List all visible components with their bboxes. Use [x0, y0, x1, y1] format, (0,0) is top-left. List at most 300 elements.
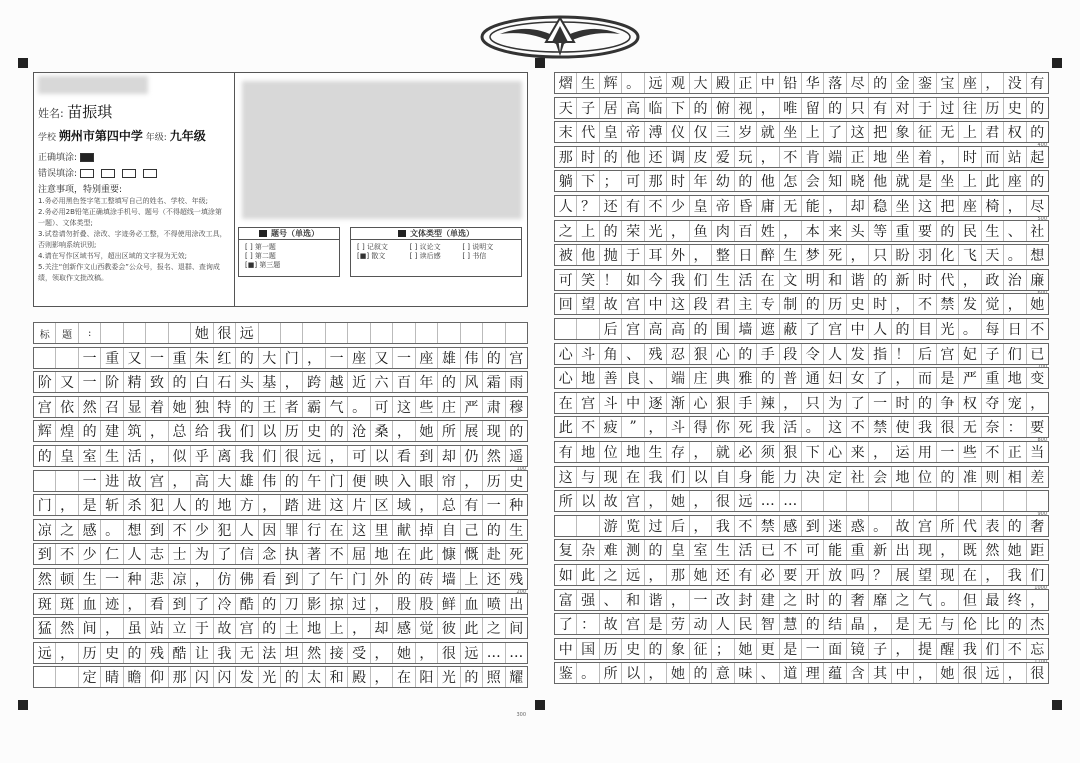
grid-cell: 还	[712, 565, 734, 585]
grid-cell: 坐	[780, 122, 802, 142]
grid-cell: 瞻	[124, 667, 146, 687]
grid-cell: 可	[371, 397, 393, 417]
grid-cell: …	[483, 643, 505, 663]
school-label: 学校	[38, 133, 57, 143]
grid-cell: 外	[371, 569, 393, 589]
grid-cell: 观	[667, 73, 689, 93]
grid-cell: 还	[483, 569, 505, 589]
question-option[interactable]: [■] 第三题	[245, 261, 281, 269]
grid-cell: 还	[600, 196, 622, 216]
grid-cell: 不	[56, 544, 78, 564]
grid-cell: 看	[393, 446, 415, 466]
grid-cell: ，	[259, 495, 281, 515]
grid-cell: 着	[146, 397, 168, 417]
grid-cell: 的	[259, 594, 281, 614]
grid-cell: 些	[959, 442, 981, 462]
grid-cell: 域	[393, 495, 415, 515]
grid-cell: 伟	[259, 471, 281, 491]
grid-cell: 史	[622, 639, 644, 659]
grid-cell: 慨	[461, 544, 483, 564]
grid-cell: 差	[1030, 469, 1045, 486]
grid-cell: 们	[236, 421, 258, 441]
grid-cell: 献	[393, 520, 415, 540]
grid-cell: 宝	[937, 73, 959, 93]
grid-cell: 到	[281, 569, 303, 589]
grid-cell: 奢	[847, 590, 869, 610]
essay-grid-row	[554, 613, 1049, 635]
grid-cell: 的	[690, 98, 712, 118]
essay-grid-left	[33, 322, 526, 718]
grid-cell: 宫	[622, 319, 644, 339]
grid-cell: 宫	[34, 397, 56, 417]
grid-cell: 然	[483, 446, 505, 466]
grid-cell: 后	[914, 344, 936, 364]
grid-cell: 子	[577, 98, 599, 118]
grid-cell: 我	[1004, 565, 1026, 585]
grid-cell: 为	[824, 393, 846, 413]
grid-cell: 人	[236, 520, 258, 540]
grid-cell	[56, 667, 78, 687]
grid-cell: 蔽	[780, 319, 802, 339]
grid-cell: 能	[802, 196, 824, 216]
grid-cell: 斗	[577, 344, 599, 364]
grid-cell: 所	[600, 663, 622, 683]
grid-cell: 殿	[712, 73, 734, 93]
grid-cell: 代	[937, 270, 959, 290]
grid-cell: 可	[622, 171, 644, 191]
word-count-marker: 200	[516, 589, 526, 595]
grid-cell	[959, 491, 981, 511]
grid-cell: 天	[982, 245, 1004, 265]
grid-cell: 们	[667, 467, 689, 487]
grid-cell: 的	[259, 618, 281, 638]
grid-cell: 阶	[34, 372, 56, 392]
grid-cell: 的	[79, 421, 101, 441]
grid-cell: 踏	[281, 495, 303, 515]
grid-cell: 他	[869, 171, 891, 191]
grid-cell: ！	[892, 344, 914, 364]
word-count-marker: 600	[1037, 289, 1047, 296]
grid-cell: 殿	[348, 667, 370, 687]
grid-cell: 有	[1030, 76, 1045, 92]
grid-cell: 独	[191, 397, 213, 417]
grid-cell: 生	[79, 569, 101, 589]
grid-cell: 复	[555, 540, 577, 560]
grid-cell: 凉	[169, 569, 191, 589]
grid-cell: 发	[847, 344, 869, 364]
grid-cell: 我	[914, 417, 936, 437]
grid-cell: 的	[281, 471, 303, 491]
grid-cell: 爱	[712, 147, 734, 167]
grid-cell: 测	[622, 540, 644, 560]
grid-cell: 是	[937, 368, 959, 388]
grid-cell: 他	[757, 171, 779, 191]
grid-cell: 头	[236, 372, 258, 392]
grid-cell: 一	[326, 348, 348, 368]
grid-cell: 后	[667, 516, 689, 536]
grid-cell: 尽	[847, 73, 869, 93]
grid-cell: 离	[214, 446, 236, 466]
grid-cell: 而	[914, 368, 936, 388]
grid-cell: 位	[914, 467, 936, 487]
grid-cell: ，	[1004, 196, 1026, 216]
grid-cell: 的	[892, 319, 914, 339]
grid-cell: 要	[914, 221, 936, 241]
grid-cell: 心	[555, 368, 577, 388]
grid-cell: 时	[802, 590, 824, 610]
grid-cell: 日	[1004, 319, 1026, 339]
grid-cell	[577, 516, 599, 536]
grid-cell: 无	[780, 196, 802, 216]
grid-cell: 游	[600, 516, 622, 536]
grid-cell: 总	[169, 421, 191, 441]
grid-cell: 不	[914, 294, 936, 314]
grid-cell: 不	[1030, 322, 1045, 338]
grid-cell: 在	[757, 270, 779, 290]
grid-cell: 门	[348, 569, 370, 589]
grid-cell: 帝	[622, 122, 644, 142]
grid-cell: 醒	[937, 639, 959, 659]
grid-cell	[577, 319, 599, 339]
grid-cell: 帘	[438, 471, 460, 491]
question-option[interactable]: [ ] 第一题	[245, 243, 276, 251]
grid-cell: ，	[690, 516, 712, 536]
essay-title-label-char: 题	[56, 323, 78, 343]
grid-cell: 她	[416, 421, 438, 441]
grid-cell: 地	[371, 544, 393, 564]
grid-cell: 变	[1030, 371, 1045, 388]
grid-cell: ，	[416, 495, 438, 515]
grid-cell: 重	[169, 348, 191, 368]
grid-cell: 无	[236, 643, 258, 663]
grid-cell: 政	[982, 270, 1004, 290]
grid-cell: 的	[802, 294, 824, 314]
grid-cell: 妃	[959, 344, 981, 364]
grid-cell: ：	[577, 614, 599, 634]
grid-cell	[146, 323, 168, 343]
grid-cell: 故	[214, 618, 236, 638]
grid-cell: 阶	[101, 372, 123, 392]
grid-cell: 种	[509, 498, 524, 515]
grid-cell: 的	[461, 667, 483, 687]
grid-cell: 肃	[483, 397, 505, 417]
grid-cell: 人	[869, 319, 891, 339]
grid-cell: 顿	[56, 569, 78, 589]
grid-cell: 被	[555, 245, 577, 265]
grid-cell: 民	[735, 614, 757, 634]
grid-cell: 段	[780, 344, 802, 364]
grid-cell: 回	[555, 294, 577, 314]
grid-cell: 闪	[191, 667, 213, 687]
grid-cell: 蕴	[824, 663, 846, 683]
grid-cell: 站	[1004, 147, 1026, 167]
grid-cell	[1004, 491, 1026, 511]
grid-cell: 女	[847, 368, 869, 388]
grid-cell: 不	[577, 417, 599, 437]
school-emblem-logo	[480, 12, 640, 62]
grid-cell: 时	[667, 171, 689, 191]
grid-cell: 理	[802, 663, 824, 683]
grid-cell: 出	[509, 596, 524, 613]
grid-cell: ，	[303, 348, 325, 368]
grid-cell	[555, 319, 577, 339]
half-box-icon	[122, 169, 136, 178]
grid-cell: 惑	[847, 516, 869, 536]
grid-cell: 是	[645, 614, 667, 634]
grid-cell: 召	[101, 397, 123, 417]
grid-cell: 坐	[937, 171, 959, 191]
grid-cell: 不	[780, 540, 802, 560]
grid-cell: 镜	[847, 639, 869, 659]
grid-cell: 不	[326, 544, 348, 564]
grid-cell: 死	[824, 245, 846, 265]
grid-cell: 这	[348, 520, 370, 540]
school-row	[38, 127, 206, 144]
grid-cell: 酷	[169, 643, 191, 663]
grid-cell: 宫	[577, 393, 599, 413]
grid-cell: 使	[892, 417, 914, 437]
grid-cell: 到	[416, 446, 438, 466]
question-option[interactable]: [ ] 第二题	[245, 252, 276, 260]
grid-cell: 太	[303, 667, 325, 687]
grid-cell: 虽	[124, 618, 146, 638]
grid-cell: 墙	[735, 319, 757, 339]
grid-cell: 百	[393, 372, 415, 392]
registration-marker	[18, 700, 28, 710]
grid-cell: 穆	[509, 399, 524, 416]
grid-cell	[259, 323, 281, 343]
grid-cell: 便	[348, 471, 370, 491]
grid-cell: 迹	[101, 594, 123, 614]
grid-cell: 的	[824, 98, 846, 118]
grid-cell: 的	[34, 446, 56, 466]
grid-cell: 之	[780, 590, 802, 610]
grid-cell: 有	[735, 565, 757, 585]
grid-cell: 展	[461, 421, 483, 441]
grid-cell: 化	[937, 245, 959, 265]
grid-cell: 我	[236, 446, 258, 466]
essay-grid-row	[554, 97, 1049, 119]
grid-cell: 活	[780, 417, 802, 437]
grid-cell: 了	[555, 614, 577, 634]
grid-cell: 华	[802, 73, 824, 93]
grid-cell: 红	[214, 348, 236, 368]
type-option[interactable]: [ ] 记叙文	[357, 243, 388, 251]
grid-cell: 宠	[1004, 393, 1026, 413]
grid-cell: 大	[690, 73, 712, 93]
grid-cell: 知	[824, 171, 846, 191]
grid-cell: 股	[393, 594, 415, 614]
grid-cell: 荣	[622, 221, 644, 241]
grid-cell: 狠	[712, 393, 734, 413]
grid-cell: 她	[667, 491, 689, 511]
grid-cell: ，	[101, 618, 123, 638]
grid-cell: 会	[869, 467, 891, 487]
grid-cell: 仍	[461, 446, 483, 466]
grid-cell: 大	[259, 348, 281, 368]
grid-cell: 因	[259, 520, 281, 540]
grid-cell: 椅	[982, 196, 1004, 216]
grid-cell: 以	[690, 467, 712, 487]
grid-cell: 她	[735, 639, 757, 659]
grid-cell: 历	[982, 98, 1004, 118]
wrong-fill-label: 错误填涂:	[38, 169, 78, 179]
grid-cell: 感	[780, 516, 802, 536]
grid-cell: ，	[690, 442, 712, 462]
grid-cell: 历	[281, 421, 303, 441]
grid-cell: 君	[982, 122, 1004, 142]
grid-cell: 很	[281, 446, 303, 466]
type-option[interactable]: [ ] 议论文	[409, 243, 441, 251]
grid-cell: 其	[869, 663, 891, 683]
grid-cell: 子	[869, 639, 891, 659]
grid-cell: ，	[146, 421, 168, 441]
grid-cell: 间	[509, 621, 524, 638]
grid-cell: 就	[892, 171, 914, 191]
name-label: 姓名:	[38, 107, 64, 120]
grid-cell: …	[780, 491, 802, 511]
grid-cell: 肉	[712, 221, 734, 241]
grid-cell: 我	[645, 467, 667, 487]
grid-cell: 地	[1004, 368, 1026, 388]
grid-cell: 史	[509, 473, 524, 490]
grid-cell: 是	[914, 171, 936, 191]
grid-cell: 筑	[124, 421, 146, 441]
grid-cell: 决	[802, 467, 824, 487]
grid-cell: 的	[326, 421, 348, 441]
grid-cell: 的	[735, 344, 757, 364]
grid-cell: 刀	[281, 594, 303, 614]
grid-cell: 。	[937, 590, 959, 610]
grid-cell: 只	[802, 393, 824, 413]
grid-cell: 不	[982, 442, 1004, 462]
grid-cell: 入	[393, 471, 415, 491]
grid-cell: 杂	[577, 540, 599, 560]
grid-cell: 映	[371, 471, 393, 491]
grid-cell: ，	[169, 471, 191, 491]
grid-cell: 中	[645, 294, 667, 314]
text-type-select-box	[350, 227, 522, 277]
grid-cell: 宫	[824, 319, 846, 339]
grid-cell: 上	[959, 171, 981, 191]
grid-cell: 座	[1004, 171, 1026, 191]
grid-cell: 本	[802, 221, 824, 241]
grid-cell: 年	[416, 372, 438, 392]
grid-cell: 强	[577, 590, 599, 610]
grid-cell: 活	[124, 446, 146, 466]
essay-grid-row	[554, 490, 1049, 512]
grid-cell: 一	[393, 348, 415, 368]
grid-cell: 、	[757, 663, 779, 683]
grid-cell: 斗	[667, 417, 689, 437]
grid-cell: ”	[622, 417, 644, 437]
grid-cell: 霸	[303, 397, 325, 417]
grid-cell: 远	[645, 73, 667, 93]
grid-cell: 可	[802, 540, 824, 560]
grid-cell	[914, 491, 936, 511]
grid-cell: 上	[461, 569, 483, 589]
grid-cell: 富	[555, 590, 577, 610]
type-option[interactable]: [ ] 读后感	[409, 252, 441, 260]
essay-grid-row	[554, 343, 1049, 365]
grid-cell: ，	[371, 594, 393, 614]
grid-cell: 跨	[303, 372, 325, 392]
grid-cell: 历	[600, 639, 622, 659]
grid-cell: 仰	[146, 667, 168, 687]
type-option[interactable]: [ ] 书信	[462, 252, 487, 260]
grid-cell: 留	[802, 98, 824, 118]
grid-cell: 、	[622, 344, 644, 364]
grid-cell: 严	[461, 397, 483, 417]
grid-cell: ，	[780, 393, 802, 413]
grid-cell: 一	[146, 348, 168, 368]
grid-cell: 感	[393, 618, 415, 638]
grid-cell: 下	[667, 98, 689, 118]
grid-cell: 禁	[869, 417, 891, 437]
grid-cell: 人	[555, 196, 577, 216]
word-count-marker: 400	[1037, 142, 1047, 149]
grid-cell: 的	[937, 467, 959, 487]
grid-cell: 这	[914, 196, 936, 216]
grid-cell: 中	[757, 73, 779, 93]
grid-cell: 相	[1004, 467, 1026, 487]
grid-cell: 远	[622, 565, 644, 585]
grid-cell: 的	[1030, 100, 1045, 117]
grid-cell	[1027, 491, 1048, 511]
grid-cell: 权	[1004, 122, 1026, 142]
grid-cell: 端	[824, 147, 846, 167]
grid-cell: 宫	[937, 344, 959, 364]
grid-cell: 现	[937, 565, 959, 585]
essay-grid-row	[33, 519, 528, 541]
grid-cell: ，	[892, 368, 914, 388]
grid-cell: 最	[982, 590, 1004, 610]
grid-cell: 子	[982, 344, 1004, 364]
grid-cell: 中	[892, 663, 914, 683]
grid-cell: 们	[259, 446, 281, 466]
type-option[interactable]: [ ] 说明文	[462, 243, 494, 251]
grid-cell: 三	[712, 122, 734, 142]
grid-cell: 自	[712, 467, 734, 487]
grid-cell: 历	[483, 471, 505, 491]
grid-cell: 坐	[892, 147, 914, 167]
filled-mark-icon	[398, 230, 406, 237]
grid-cell: 之	[600, 565, 622, 585]
grid-cell: ，	[982, 73, 1004, 93]
grid-cell: ，	[371, 667, 393, 687]
grid-cell: 间	[79, 618, 101, 638]
word-count-marker: 1000	[1034, 585, 1047, 591]
grid-cell: 新	[869, 540, 891, 560]
grid-cell: 法	[259, 643, 281, 663]
grid-cell: 近	[348, 372, 370, 392]
grid-cell: 笑	[577, 270, 599, 290]
grid-cell: 今	[645, 270, 667, 290]
grid-cell	[937, 491, 959, 511]
grid-cell: 酷	[236, 594, 258, 614]
grid-cell: 正	[1004, 442, 1026, 462]
grid-cell: 劳	[667, 614, 689, 634]
grid-cell: 特	[214, 397, 236, 417]
grid-cell: 不	[169, 520, 191, 540]
grid-cell: 故	[600, 491, 622, 511]
grid-cell: 代	[959, 516, 981, 536]
grid-cell	[483, 323, 505, 343]
grid-cell: 很	[959, 663, 981, 683]
grid-cell: 此	[577, 565, 599, 585]
grid-cell: 座	[959, 73, 981, 93]
type-option[interactable]: [■] 散文	[357, 252, 386, 260]
